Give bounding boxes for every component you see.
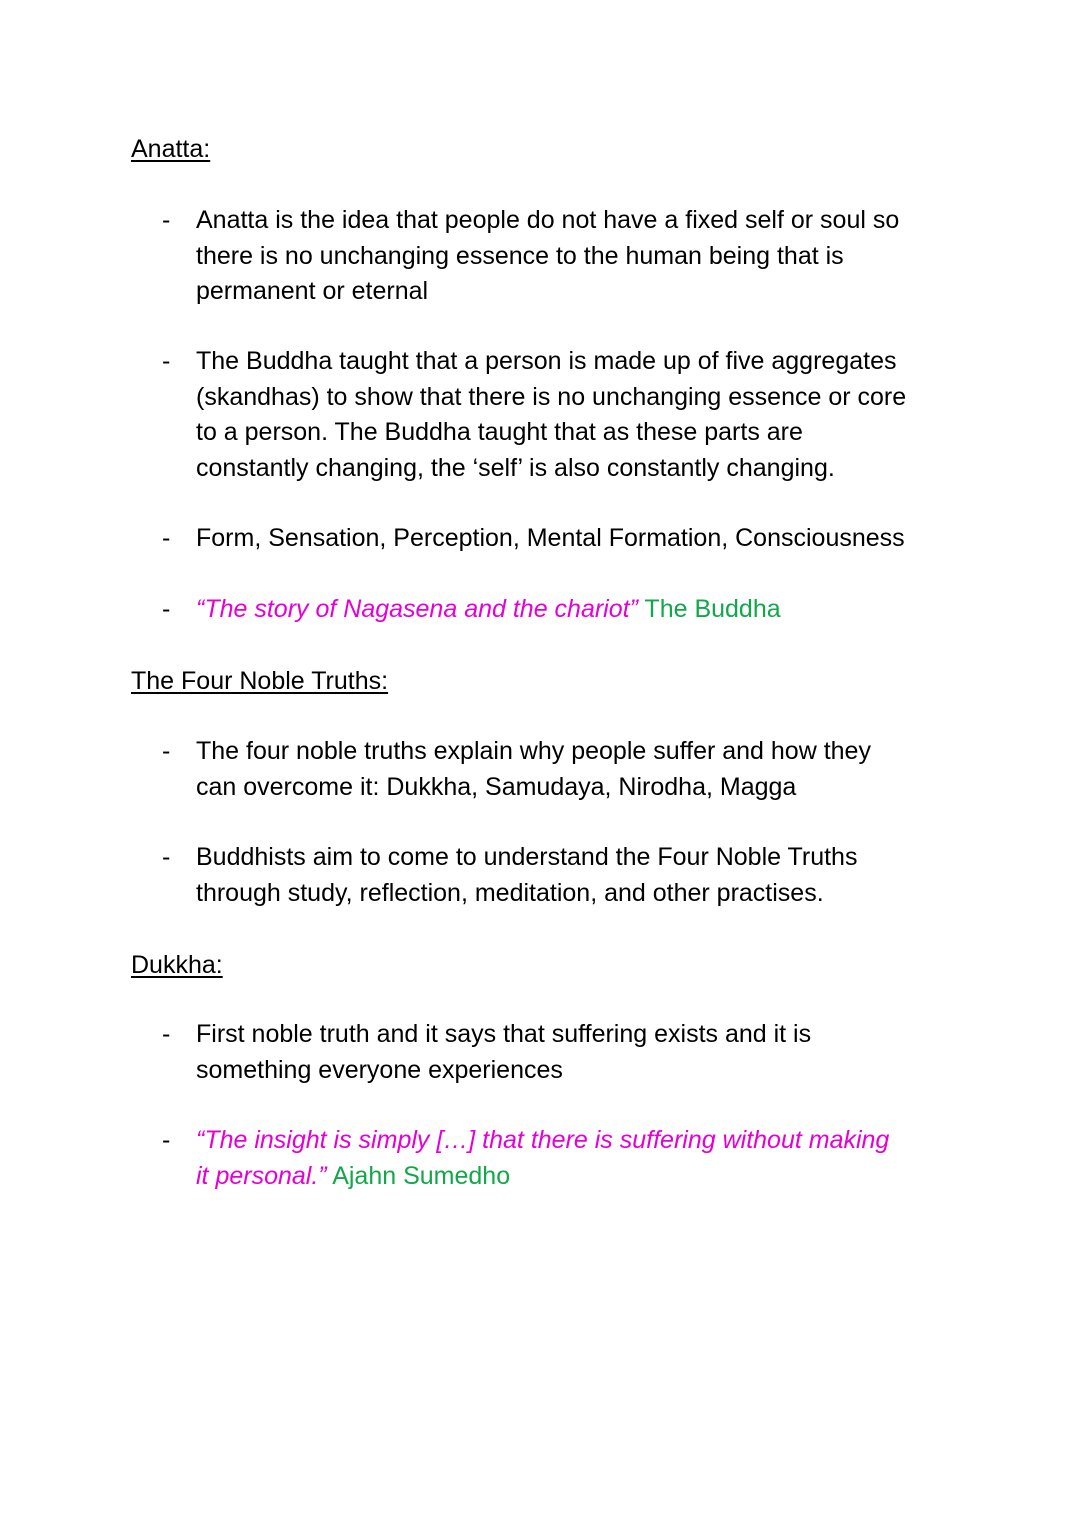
bullet-dash: - <box>162 206 171 234</box>
bullet-dash: - <box>162 737 171 765</box>
bullet-text: The Buddha taught that a person is made up of five aggregates (skandhas) to show that there is no unchanging essence or core to a person. The Buddha taught that as these parts are constantly changing, the ‘self’ is also constantly changing. <box>196 347 907 482</box>
quote-text-line-2: it personal.” <box>196 1161 327 1190</box>
bullet-dash: - <box>162 843 171 871</box>
quote-source: Ajahn Sumedho <box>332 1161 511 1190</box>
heading-anatta: Anatta: <box>131 135 211 163</box>
bullet-dash: - <box>162 1126 171 1154</box>
bullet-text: Anatta is the idea that people do not have a fixed self or soul so there is no unchanging essence to the human being that is permanent or eternal <box>196 206 900 305</box>
heading-four-noble-truths: The Four Noble Truths: <box>131 667 389 695</box>
heading-dukkha: Dukkha: <box>131 951 223 979</box>
bullet-text: Form, Sensation, Perception, Mental Formation, Consciousness <box>196 524 905 552</box>
bullet-dash: - <box>162 347 171 375</box>
quote-text-line-1: “The insight is simply […] that there is suffering without making <box>196 1126 890 1154</box>
bullet-dash: - <box>162 524 171 552</box>
bullet-text: First noble truth and it says that suffering exists and it is something everyone experiences <box>196 1020 812 1084</box>
bullet-text: The four noble truths explain why people suffer and how they can overcome it: Dukkha, Samudaya, Nirodha, Magga <box>196 737 871 801</box>
quote-line <box>196 1123 956 1194</box>
quote-text: “The story of Nagasena and the chariot” <box>196 595 638 623</box>
bullet-dash: - <box>162 1020 171 1048</box>
bullet-text: Buddhists aim to come to understand the Four Noble Truths through study, reflection, meditation, and other practises. <box>196 843 858 907</box>
bullet-dash: - <box>162 595 171 623</box>
quote-line <box>196 592 956 628</box>
quote-source: The Buddha <box>644 595 781 623</box>
